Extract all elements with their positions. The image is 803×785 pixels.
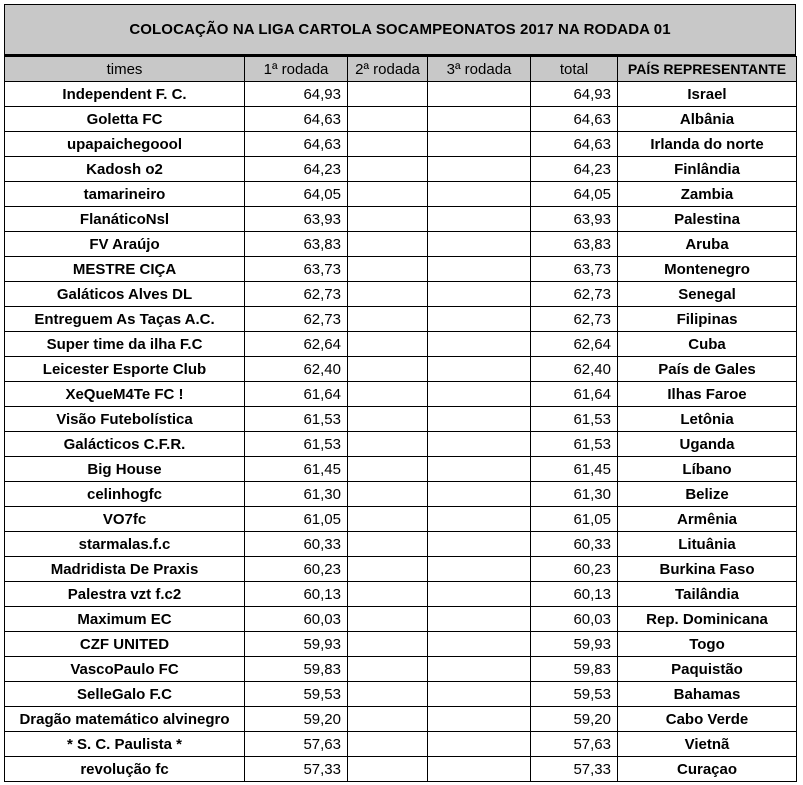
table-row [5, 407, 797, 432]
country-cell: Letônia [618, 407, 797, 432]
round-3-cell [428, 582, 531, 607]
header-row [5, 57, 797, 82]
table-row [5, 332, 797, 357]
total-cell: 64,05 [531, 182, 618, 207]
round-1-cell: 59,53 [245, 682, 348, 707]
round-3-cell [428, 607, 531, 632]
round-2-cell [348, 607, 428, 632]
round-2-cell [348, 482, 428, 507]
round-3-cell [428, 107, 531, 132]
country-cell: Burkina Faso [618, 557, 797, 582]
round-3-cell [428, 532, 531, 557]
round-1-cell: 61,30 [245, 482, 348, 507]
country-cell: Vietnã [618, 732, 797, 757]
team-name-cell: Galácticos C.F.R. [5, 432, 245, 457]
country-cell: Cuba [618, 332, 797, 357]
team-name-cell: XeQueM4Te FC ! [5, 382, 245, 407]
table-row [5, 632, 797, 657]
table-row [5, 757, 797, 782]
team-name-cell: Independent F. C. [5, 82, 245, 107]
total-cell: 62,40 [531, 357, 618, 382]
team-name-cell: VascoPaulo FC [5, 657, 245, 682]
team-name-cell: MESTRE CIÇA [5, 257, 245, 282]
header-team: times [5, 57, 245, 82]
team-name-cell: Dragão matemático alvinegro [5, 707, 245, 732]
round-3-cell [428, 432, 531, 457]
country-cell: Tailândia [618, 582, 797, 607]
round-2-cell [348, 332, 428, 357]
total-cell: 59,83 [531, 657, 618, 682]
total-cell: 64,63 [531, 132, 618, 157]
round-2-cell [348, 82, 428, 107]
round-1-cell: 62,40 [245, 357, 348, 382]
country-cell: Ilhas Faroe [618, 382, 797, 407]
round-1-cell: 64,63 [245, 132, 348, 157]
round-1-cell: 60,13 [245, 582, 348, 607]
round-2-cell [348, 182, 428, 207]
team-name-cell: FlanáticoNsl [5, 207, 245, 232]
country-cell: Israel [618, 82, 797, 107]
table-row [5, 657, 797, 682]
round-3-cell [428, 657, 531, 682]
round-1-cell: 64,23 [245, 157, 348, 182]
round-2-cell [348, 657, 428, 682]
table-row [5, 357, 797, 382]
round-2-cell [348, 707, 428, 732]
country-cell: Finlândia [618, 157, 797, 182]
round-3-cell [428, 732, 531, 757]
country-cell: Bahamas [618, 682, 797, 707]
table-row [5, 582, 797, 607]
round-1-cell: 63,73 [245, 257, 348, 282]
country-cell: Senegal [618, 282, 797, 307]
round-1-cell: 60,33 [245, 532, 348, 557]
country-cell: Aruba [618, 232, 797, 257]
round-1-cell: 64,93 [245, 82, 348, 107]
round-2-cell [348, 357, 428, 382]
country-cell: Lituânia [618, 532, 797, 557]
round-3-cell [428, 632, 531, 657]
team-name-cell: starmalas.f.c [5, 532, 245, 557]
round-2-cell [348, 282, 428, 307]
team-name-cell: celinhogfc [5, 482, 245, 507]
round-3-cell [428, 257, 531, 282]
round-1-cell: 62,73 [245, 307, 348, 332]
header-round-3: 3ª rodada [428, 57, 531, 82]
total-cell: 63,93 [531, 207, 618, 232]
round-1-cell: 63,93 [245, 207, 348, 232]
round-1-cell: 62,73 [245, 282, 348, 307]
country-cell: Albânia [618, 107, 797, 132]
total-cell: 61,64 [531, 382, 618, 407]
round-1-cell: 57,33 [245, 757, 348, 782]
round-3-cell [428, 757, 531, 782]
round-1-cell: 59,93 [245, 632, 348, 657]
round-2-cell [348, 732, 428, 757]
table-row [5, 732, 797, 757]
total-cell: 59,93 [531, 632, 618, 657]
table-row [5, 532, 797, 557]
table-row [5, 482, 797, 507]
round-2-cell [348, 682, 428, 707]
table-row [5, 182, 797, 207]
team-name-cell: VO7fc [5, 507, 245, 532]
round-1-cell: 61,45 [245, 457, 348, 482]
team-name-cell: Galáticos Alves DL [5, 282, 245, 307]
total-cell: 61,30 [531, 482, 618, 507]
round-1-cell: 61,53 [245, 407, 348, 432]
team-name-cell: Palestra vzt f.c2 [5, 582, 245, 607]
table-row [5, 82, 797, 107]
round-3-cell [428, 182, 531, 207]
round-1-cell: 62,64 [245, 332, 348, 357]
total-cell: 61,05 [531, 507, 618, 532]
round-3-cell [428, 207, 531, 232]
team-name-cell: Maximum EC [5, 607, 245, 632]
round-3-cell [428, 682, 531, 707]
total-cell: 57,33 [531, 757, 618, 782]
country-cell: Belize [618, 482, 797, 507]
total-cell: 63,73 [531, 257, 618, 282]
round-1-cell: 59,83 [245, 657, 348, 682]
country-cell: Rep. Dominicana [618, 607, 797, 632]
round-3-cell [428, 82, 531, 107]
round-2-cell [348, 132, 428, 157]
table-row [5, 382, 797, 407]
team-name-cell: revolução fc [5, 757, 245, 782]
country-cell: Zambia [618, 182, 797, 207]
total-cell: 64,63 [531, 107, 618, 132]
total-cell: 59,20 [531, 707, 618, 732]
total-cell: 62,64 [531, 332, 618, 357]
round-3-cell [428, 357, 531, 382]
team-name-cell: Leicester Esporte Club [5, 357, 245, 382]
table-row [5, 157, 797, 182]
country-cell: Cabo Verde [618, 707, 797, 732]
standings-table [4, 56, 797, 782]
round-2-cell [348, 557, 428, 582]
table-row [5, 132, 797, 157]
round-2-cell [348, 207, 428, 232]
round-3-cell [428, 482, 531, 507]
round-1-cell: 61,64 [245, 382, 348, 407]
total-cell: 60,13 [531, 582, 618, 607]
country-cell: Paquistão [618, 657, 797, 682]
round-3-cell [428, 132, 531, 157]
total-cell: 61,45 [531, 457, 618, 482]
round-2-cell [348, 257, 428, 282]
team-name-cell: Visão Futebolística [5, 407, 245, 432]
country-cell: Filipinas [618, 307, 797, 332]
country-cell: Curaçao [618, 757, 797, 782]
round-3-cell [428, 382, 531, 407]
total-cell: 62,73 [531, 282, 618, 307]
header-round-1: 1ª rodada [245, 57, 348, 82]
table-row [5, 307, 797, 332]
total-cell: 57,63 [531, 732, 618, 757]
team-name-cell: Madridista De Praxis [5, 557, 245, 582]
round-1-cell: 63,83 [245, 232, 348, 257]
country-cell: Palestina [618, 207, 797, 232]
round-2-cell [348, 382, 428, 407]
team-name-cell: FV Araújo [5, 232, 245, 257]
table-row [5, 282, 797, 307]
round-1-cell: 61,05 [245, 507, 348, 532]
round-2-cell [348, 457, 428, 482]
table-row [5, 557, 797, 582]
country-cell: Uganda [618, 432, 797, 457]
header-total: total [531, 57, 618, 82]
total-cell: 61,53 [531, 407, 618, 432]
table-row [5, 607, 797, 632]
team-name-cell: SelleGalo F.C [5, 682, 245, 707]
team-name-cell: CZF UNITED [5, 632, 245, 657]
round-1-cell: 60,23 [245, 557, 348, 582]
table-row [5, 107, 797, 132]
sheet-title: COLOCAÇÃO NA LIGA CARTOLA SOCAMPEONATOS 2017 NA RODADA 01 [4, 4, 796, 56]
round-2-cell [348, 307, 428, 332]
round-2-cell [348, 632, 428, 657]
country-cell: Togo [618, 632, 797, 657]
round-2-cell [348, 157, 428, 182]
total-cell: 63,83 [531, 232, 618, 257]
country-cell: Irlanda do norte [618, 132, 797, 157]
team-name-cell: Entreguem As Taças A.C. [5, 307, 245, 332]
round-2-cell [348, 582, 428, 607]
round-3-cell [428, 557, 531, 582]
round-2-cell [348, 107, 428, 132]
total-cell: 64,93 [531, 82, 618, 107]
country-cell: Líbano [618, 457, 797, 482]
country-cell: Montenegro [618, 257, 797, 282]
table-row [5, 507, 797, 532]
round-3-cell [428, 457, 531, 482]
round-2-cell [348, 432, 428, 457]
country-cell: Armênia [618, 507, 797, 532]
round-3-cell [428, 157, 531, 182]
round-3-cell [428, 407, 531, 432]
team-name-cell: Goletta FC [5, 107, 245, 132]
round-2-cell [348, 757, 428, 782]
total-cell: 62,73 [531, 307, 618, 332]
round-2-cell [348, 507, 428, 532]
round-2-cell [348, 532, 428, 557]
table-row [5, 707, 797, 732]
country-cell: País de Gales [618, 357, 797, 382]
round-3-cell [428, 332, 531, 357]
team-name-cell: Big House [5, 457, 245, 482]
table-row [5, 257, 797, 282]
table-row [5, 232, 797, 257]
total-cell: 60,33 [531, 532, 618, 557]
round-3-cell [428, 507, 531, 532]
header-country: PAÍS REPRESENTANTE [618, 57, 797, 82]
round-3-cell [428, 282, 531, 307]
round-1-cell: 61,53 [245, 432, 348, 457]
table-row [5, 432, 797, 457]
total-cell: 64,23 [531, 157, 618, 182]
round-3-cell [428, 232, 531, 257]
table-body [5, 82, 797, 782]
team-name-cell: Super time da ilha F.C [5, 332, 245, 357]
total-cell: 60,03 [531, 607, 618, 632]
standings-sheet [4, 4, 796, 782]
total-cell: 60,23 [531, 557, 618, 582]
round-1-cell: 57,63 [245, 732, 348, 757]
header-round-2: 2ª rodada [348, 57, 428, 82]
round-3-cell [428, 707, 531, 732]
table-row [5, 682, 797, 707]
team-name-cell: * S. C. Paulista * [5, 732, 245, 757]
team-name-cell: Kadosh o2 [5, 157, 245, 182]
round-3-cell [428, 307, 531, 332]
round-1-cell: 59,20 [245, 707, 348, 732]
round-1-cell: 60,03 [245, 607, 348, 632]
table-row [5, 457, 797, 482]
round-1-cell: 64,63 [245, 107, 348, 132]
round-1-cell: 64,05 [245, 182, 348, 207]
round-2-cell [348, 232, 428, 257]
total-cell: 59,53 [531, 682, 618, 707]
team-name-cell: upapaichegoool [5, 132, 245, 157]
round-2-cell [348, 407, 428, 432]
total-cell: 61,53 [531, 432, 618, 457]
table-row [5, 207, 797, 232]
team-name-cell: tamarineiro [5, 182, 245, 207]
